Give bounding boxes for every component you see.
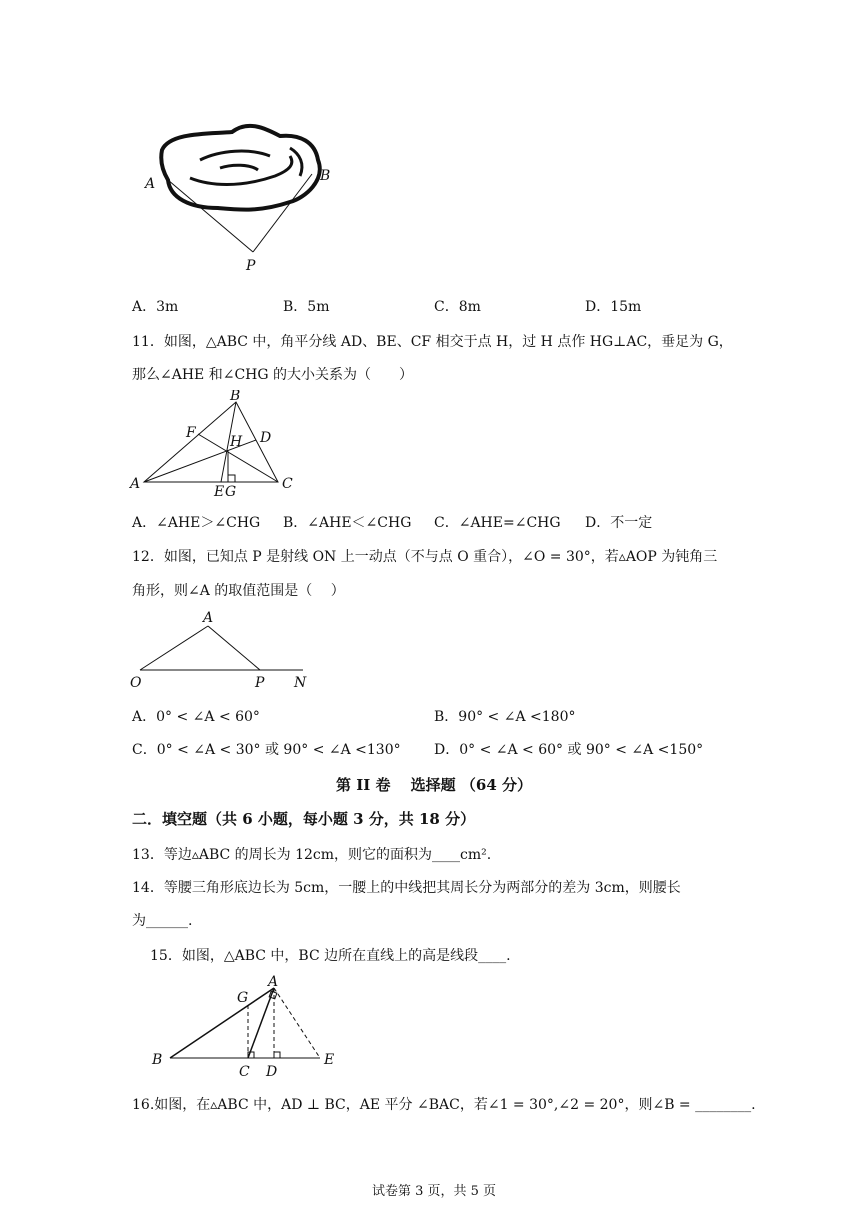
segment-bp <box>253 174 312 252</box>
q11-stem-line1: 11．如图，△ABC 中，角平分线 AD、BE、CF 相交于点 H，过 H 点作 HG⊥AC，垂足为 G， <box>132 334 733 350</box>
page-footer: 试卷第 3 页，共 5 页 <box>371 1184 497 1199</box>
pond-swirl-3 <box>220 165 258 170</box>
q12-option-d[interactable]: D．0° < ∠A < 60° 或 90° < ∠A <150° <box>434 742 704 758</box>
label-d: D <box>260 430 272 446</box>
label-a: A <box>130 476 141 492</box>
right-angle-mark <box>228 475 235 482</box>
q11-option-d[interactable]: D．不一定 <box>585 515 653 531</box>
label-c: C <box>282 476 293 492</box>
segment-ca <box>248 988 274 1058</box>
q11-triangle-figure <box>128 390 308 500</box>
segment-ae-dashed <box>274 988 320 1058</box>
section-title: 第 II 卷 选择题 （64 分） <box>335 776 533 794</box>
part-heading: 二．填空题（共 6 小题，每小题 3 分，共 18 分） <box>132 810 476 828</box>
label-g: G <box>225 484 237 500</box>
label-n: N <box>294 675 307 690</box>
label-c: C <box>239 1064 250 1080</box>
q12-triangle-figure <box>128 608 318 690</box>
q11-option-c[interactable]: C．∠AHE=∠CHG <box>434 515 561 531</box>
label-b: B <box>230 390 241 404</box>
pond-swirl-1 <box>200 151 270 160</box>
q10-option-b[interactable]: B．5m <box>283 299 330 315</box>
q10-option-d[interactable]: D．15m <box>585 299 642 315</box>
label-a: A <box>145 176 156 192</box>
label-o: O <box>130 675 142 690</box>
label-h: H <box>230 434 243 450</box>
label-a: A <box>268 974 279 990</box>
label-e: E <box>214 484 225 500</box>
right-angle-d <box>274 1052 280 1058</box>
q12-option-a[interactable]: A．0° < ∠A < 60° <box>132 709 260 725</box>
label-a: A <box>203 610 214 626</box>
label-b: B <box>320 168 331 184</box>
right-angle-a <box>269 991 277 999</box>
label-f: F <box>186 425 196 441</box>
q10-pond-figure <box>140 120 340 280</box>
q12-option-b[interactable]: B．90° < ∠A <180° <box>434 709 576 725</box>
segment-ba <box>170 988 274 1058</box>
q11-stem-line2: 那么∠AHE 和∠CHG 的大小关系为（ ） <box>132 367 414 383</box>
segment-ap <box>168 180 253 252</box>
label-d: D <box>266 1064 278 1080</box>
q14-line1: 14．等腰三角形底边长为 5cm，一腰上的中线把其周长分为两部分的差为 3cm，则腰长 <box>132 880 681 896</box>
q16-text: 16.如图，在▵ABC 中，AD ⊥ BC，AE 平分 ∠BAC，若∠1 = 30°,∠2 = 20°，则∠B = ________. <box>132 1097 756 1113</box>
label-g: G <box>237 990 249 1006</box>
pond-outline <box>161 126 320 210</box>
q15-text: 15．如图，△ABC 中，BC 边所在直线上的高是线段____. <box>150 948 511 964</box>
q15-triangle-figure <box>148 970 348 1080</box>
segment-ap <box>208 626 260 670</box>
segment-oa <box>140 626 208 670</box>
q10-option-c[interactable]: C．8m <box>434 299 481 315</box>
label-b: B <box>152 1052 163 1068</box>
q13-text: 13．等边▵ABC 的周长为 12cm，则它的面积为____cm². <box>132 847 492 863</box>
q10-option-a[interactable]: A．3m <box>132 299 179 315</box>
q11-option-b[interactable]: B．∠AHE＜∠CHG <box>283 515 412 531</box>
pond-swirl-2 <box>190 156 292 185</box>
q14-line2: 为______. <box>132 913 193 929</box>
label-p: P <box>246 258 256 274</box>
q12-stem-line1: 12．如图，已知点 P 是射线 ON 上一动点（不与点 O 重合），∠O = 30°，若▵AOP 为钝角三 <box>132 549 718 565</box>
q12-option-c[interactable]: C．0° < ∠A < 30° 或 90° < ∠A <130° <box>132 742 401 758</box>
label-e: E <box>324 1052 335 1068</box>
label-p: P <box>255 675 265 690</box>
q11-option-a[interactable]: A．∠AHE＞∠CHG <box>132 515 261 531</box>
q12-stem-line2: 角形，则∠A 的取值范围是（ ） <box>132 583 345 599</box>
